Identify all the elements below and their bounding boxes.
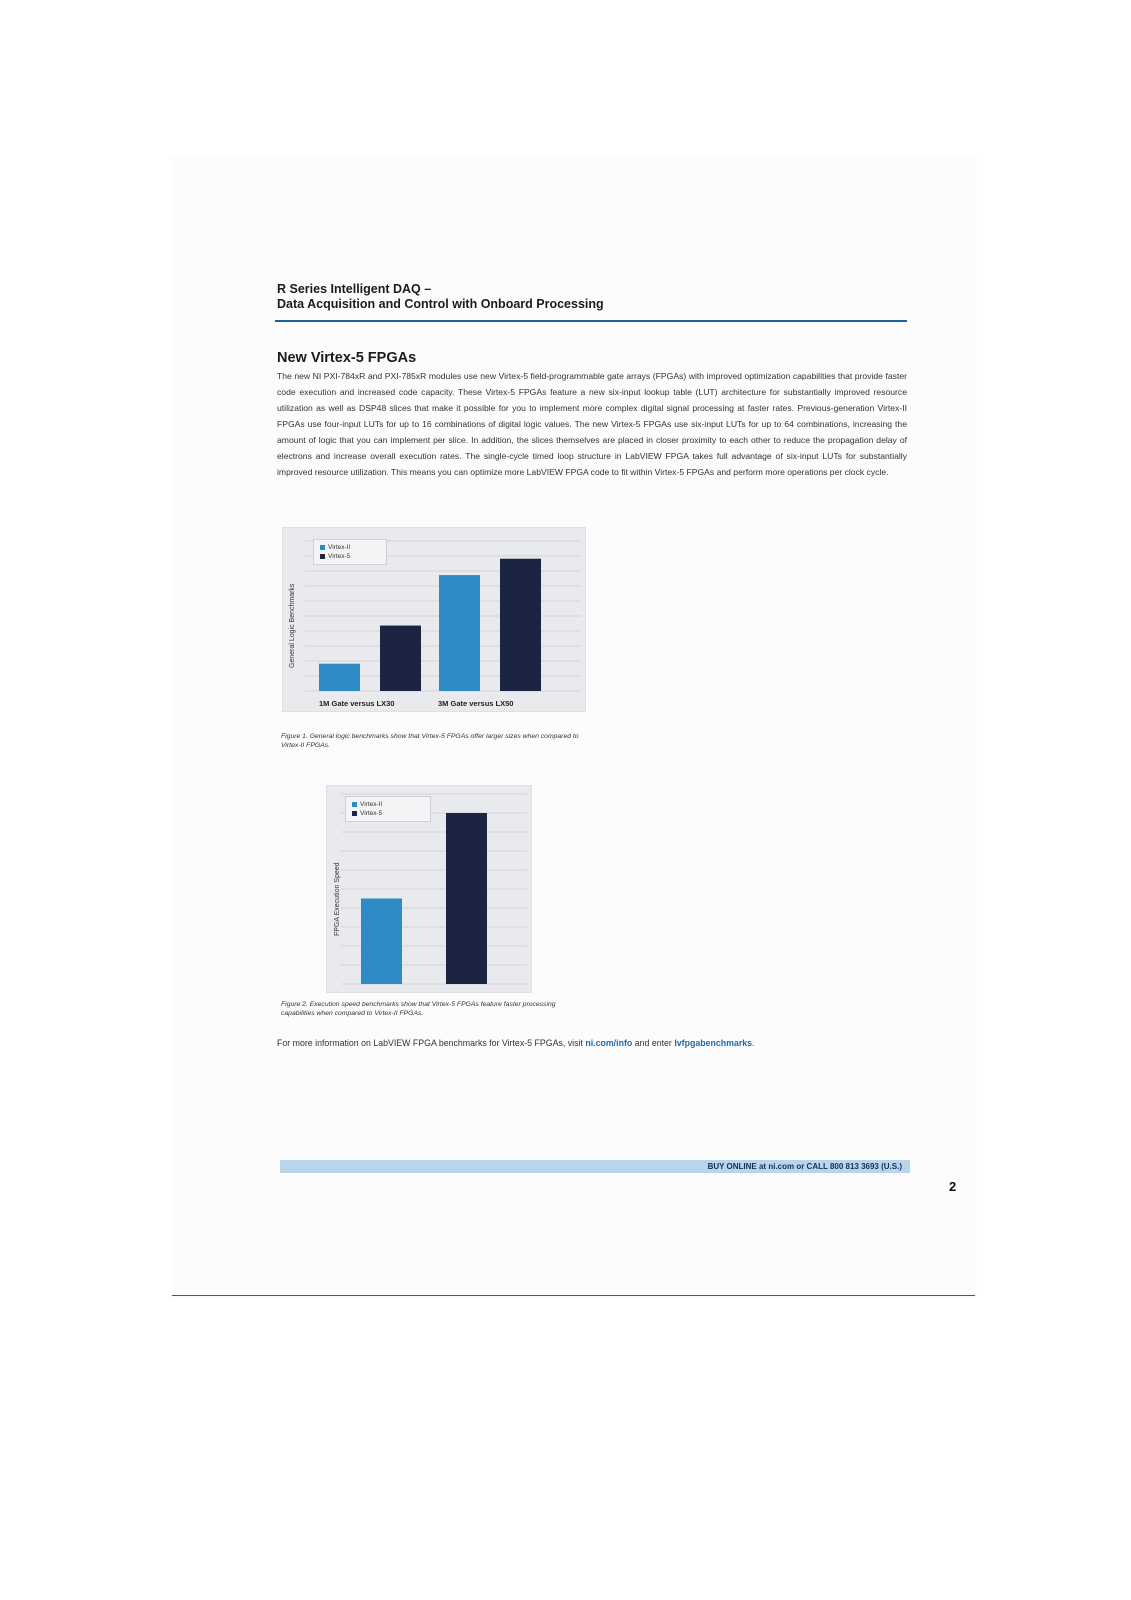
page-sheet — [172, 156, 975, 1296]
more-info-text — [277, 1038, 755, 1048]
buy-online-text[interactable]: BUY ONLINE at ni.com or CALL 800 813 3693 (U.S.) — [707, 1162, 902, 1171]
legend-label: Virtex-5 — [360, 810, 383, 817]
legend-label: Virtex-II — [328, 544, 351, 551]
figure-2-chart — [327, 786, 531, 992]
figure-1-y-axis-label: General Logic Benchmarks — [289, 583, 296, 668]
figure-1-legend — [313, 539, 387, 565]
more-info-prefix: For more information on LabVIEW FPGA benchmarks for Virtex-5 FPGAs, visit — [277, 1038, 586, 1048]
figure-2-caption: Figure 2. Execution speed benchmarks show that Virtex-5 FPGAs feature faster processing capabilities when compared to Virtex-II FPGAs. — [281, 1001, 556, 1017]
bar-virtex-5-0 — [380, 626, 421, 691]
figure-2-y-axis-label: FPGA Execution Speed — [334, 862, 341, 936]
x-tick-label: 3M Gate versus LX50 — [438, 699, 514, 708]
bar-virtex-5-1 — [500, 559, 541, 691]
figure-1-caption: Figure 1. General logic benchmarks show that Virtex-5 FPGAs offer larger sizes when compared to Virtex-II FPGAs. — [281, 733, 579, 749]
x-tick-label: 1M Gate versus LX30 — [319, 699, 395, 708]
section-heading: New Virtex-5 FPGAs — [277, 350, 417, 366]
bar-virtex-5-0 — [446, 813, 487, 984]
benchmarks-keyword-link[interactable]: lvfpgabenchmarks — [674, 1038, 753, 1048]
page-header-title — [277, 282, 604, 312]
bar-virtex-ii-1 — [439, 575, 480, 691]
page-edge — [172, 1295, 975, 1296]
legend-item-virtex-5 — [320, 552, 380, 561]
legend-item-virtex-5 — [352, 809, 424, 818]
buy-online-bar — [280, 1160, 910, 1173]
header-line-1: R Series Intelligent DAQ – — [277, 282, 432, 296]
header-line-2: Data Acquisition and Control with Onboard Processing — [277, 297, 604, 311]
figure-2-legend — [345, 796, 431, 822]
legend-label: Virtex-5 — [328, 553, 351, 560]
more-info-middle: and enter — [632, 1038, 675, 1048]
more-info-suffix: . — [752, 1038, 755, 1048]
legend-item-virtex-ii — [320, 543, 380, 552]
bar-virtex-ii-0 — [361, 899, 402, 985]
legend-item-virtex-ii — [352, 800, 424, 809]
page-number: 2 — [949, 1179, 957, 1194]
ni-info-link[interactable]: ni.com/info — [585, 1038, 633, 1048]
legend-label: Virtex-II — [360, 801, 383, 808]
figure-1-chart — [283, 528, 585, 711]
bar-virtex-ii-0 — [319, 664, 360, 691]
section-body: The new NI PXI-784xR and PXI-785xR modules use new Virtex-5 field-programmable gate arrays (FPGAs) with improved optimization capabilities that provide faster code execution and increased code capacity. These Virtex-5 FPGAs feature a new six-input lookup table (LUT) architecture for substantially improved resource utilization as well as DSP48 slices that make it possible for you to implement more complex digital signal processing at faster rates. Previous-generation Virtex-II FPGAs use four-input LUTs for up to 16 combinations of digital logic values. The new Virtex-5 FPGAs use six-input LUTs for up to 64 combinations, increasing the amount of logic that you can implement per slice. In addition, the slices themselves are placed in closer proximity to each other to reduce the propagation delay of electrons and increase overall execution rates. The single-cycle timed loop structure in LabVIEW FPGA takes full advantage of six-input LUTs for substantially improved resource utilization. This means you can optimize more LabVIEW FPGA code to fit within Virtex-5 FPGAs and perform more operations per clock cycle. — [277, 371, 907, 477]
header-rule — [275, 320, 907, 322]
